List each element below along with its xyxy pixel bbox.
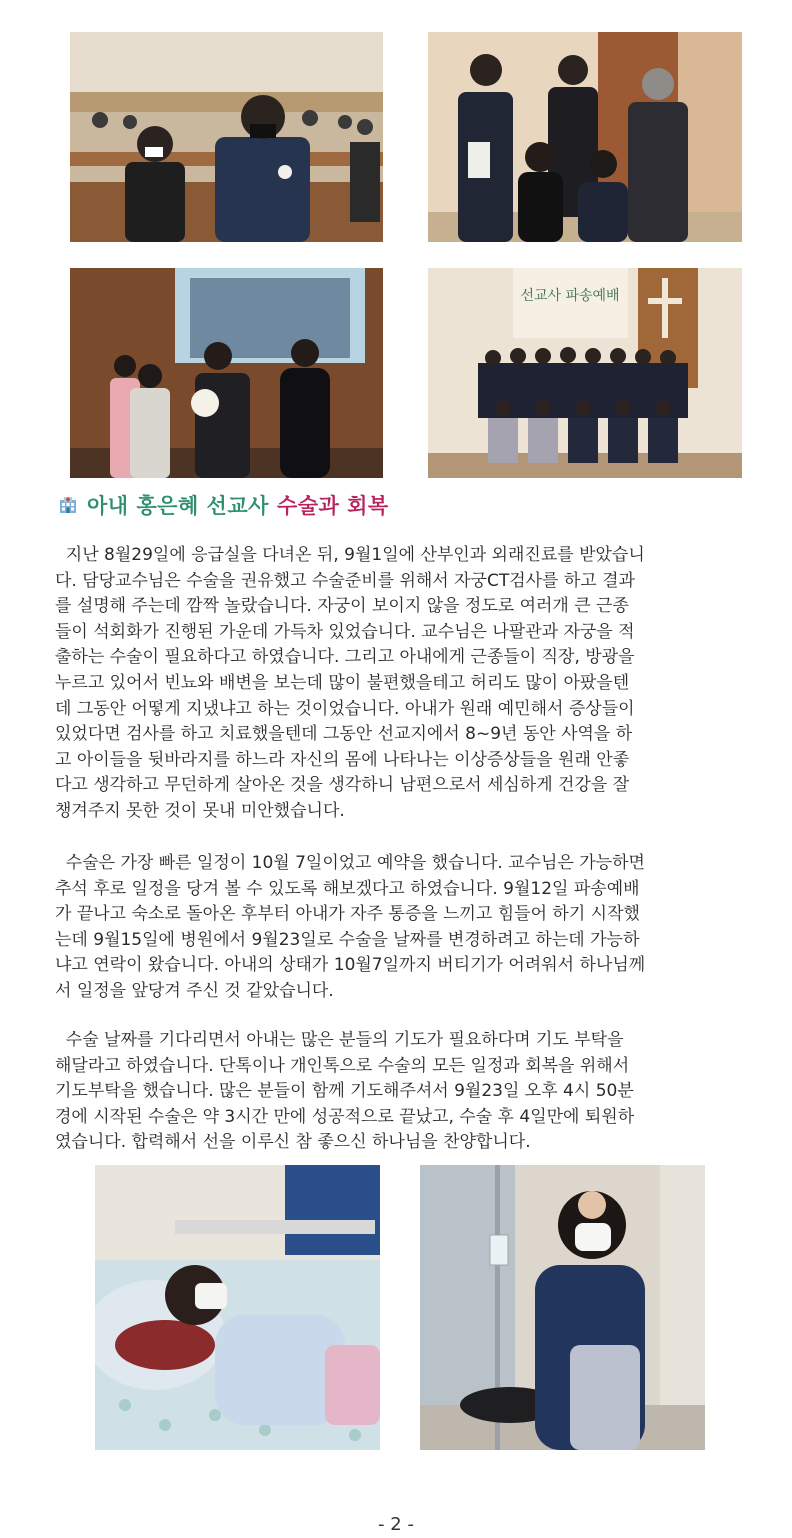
paragraph-line: 경에 시작된 수술은 약 3시간 만에 성공적으로 끝났고, 수술 후 4일만에 퇴원하 — [55, 1106, 635, 1127]
paragraph-line: 챙겨주지 못한 것이 못내 미안했습니다. — [55, 800, 345, 821]
photo-flower-presentation — [70, 268, 383, 478]
photo-recovery-iv — [420, 1165, 705, 1450]
hospital-icon — [58, 495, 78, 515]
paragraph-line: 지난 8월29일에 응급실을 다녀온 뒤, 9월1일에 산부인과 외래진료를 받았습니 — [55, 545, 645, 565]
paragraph-line: 기도부탁을 했습니다. 많은 분들이 함께 기도해주셔서 9월23일 오후 4시 50분 — [55, 1081, 634, 1102]
paragraph-line: 다고 생각하고 무던하게 살아온 것을 생각하니 남편으로서 세심하게 건강을 잘 — [55, 775, 630, 796]
photo-congregation-prayer — [70, 32, 383, 242]
paragraph-line: 수술은 가장 빠른 일정이 10월 7일이었고 예약을 했습니다. 교수님은 가능하면 — [55, 853, 645, 873]
photo-group-commissioning — [428, 268, 742, 478]
paragraph-line: 출하는 수술이 필요하다고 하였습니다. 그리고 아내에게 근종들이 직장, 방광을 — [55, 647, 635, 668]
paragraph-line: 서 일정을 앞당겨 주신 것 같았습니다. — [55, 980, 334, 1001]
paragraph-line: 있었다면 검사를 하고 치료했을텐데 그동안 선교지에서 8~9년 동안 사역을 하 — [55, 724, 633, 745]
heading-title-part1: 아내 홍은혜 선교사 — [87, 494, 269, 518]
paragraph-line: 수술 날짜를 기다리면서 아내는 많은 분들의 기도가 필요하다며 기도 부탁을 — [55, 1030, 624, 1050]
page-number: - 2 - — [378, 1514, 414, 1535]
photo-commissioning-prayer — [428, 32, 742, 242]
paragraph-line: 가 끝나고 숙소로 돌아온 후부터 아내가 자주 통증을 느끼고 힘들어 하기 시작했 — [55, 904, 640, 925]
paragraph-3 — [55, 1028, 755, 1156]
paragraph-line: 다. 담당교수님은 수술을 권유했고 수술준비를 위해서 자궁CT검사를 하고 결과 — [55, 570, 635, 591]
paragraph-line: 였습니다. 합력해서 선을 이루신 참 좋으신 하나님을 찬양합니다. — [55, 1132, 531, 1153]
paragraph-line: 고 아이들을 뒷바라지를 하느라 자신의 몸에 나타나는 이상증상들을 원래 안좋 — [55, 749, 630, 770]
section-heading — [58, 490, 389, 520]
paragraph-line: 들이 석회화가 진행된 가운데 가득차 있었습니다. 교수님은 나팔관과 자궁을 적 — [55, 621, 635, 642]
paragraph-line: 해달라고 하였습니다. 단톡이나 개인톡으로 수술의 모든 일정과 회복을 위해서 — [55, 1055, 630, 1076]
paragraph-line: 추석 후로 일정을 당겨 볼 수 있도록 해보겠다고 하였습니다. 9월12일 파송예배 — [55, 878, 640, 899]
paragraph-line: 냐고 연락이 왔습니다. 아내의 상태가 10월7일까지 버티기가 어려워서 하나님께 — [55, 955, 646, 976]
banner-title: 선교사 파송예배 — [520, 288, 620, 304]
paragraph-1 — [55, 543, 755, 825]
photo-patient-bed — [95, 1165, 380, 1450]
heading-title-part2: 수술과 회복 — [276, 494, 389, 518]
paragraph-line: 누르고 있어서 빈뇨와 배변을 보는데 많이 불편했을테고 허리도 많이 아팠을텐 — [55, 672, 630, 693]
paragraph-2 — [55, 851, 755, 1005]
paragraph-line: 를 설명해 주는데 깜짝 놀랐습니다. 자궁이 보이지 않을 정도로 여러개 큰 근종 — [55, 596, 629, 617]
paragraph-line: 데 그동안 어떻게 지냈냐고 하는 것이었습니다. 아내가 원래 예민해서 증상들이 — [55, 698, 635, 719]
paragraph-line: 는데 9월15일에 병원에서 9월23일로 수술을 날짜를 변경하려고 하는데 가능하 — [55, 929, 640, 950]
